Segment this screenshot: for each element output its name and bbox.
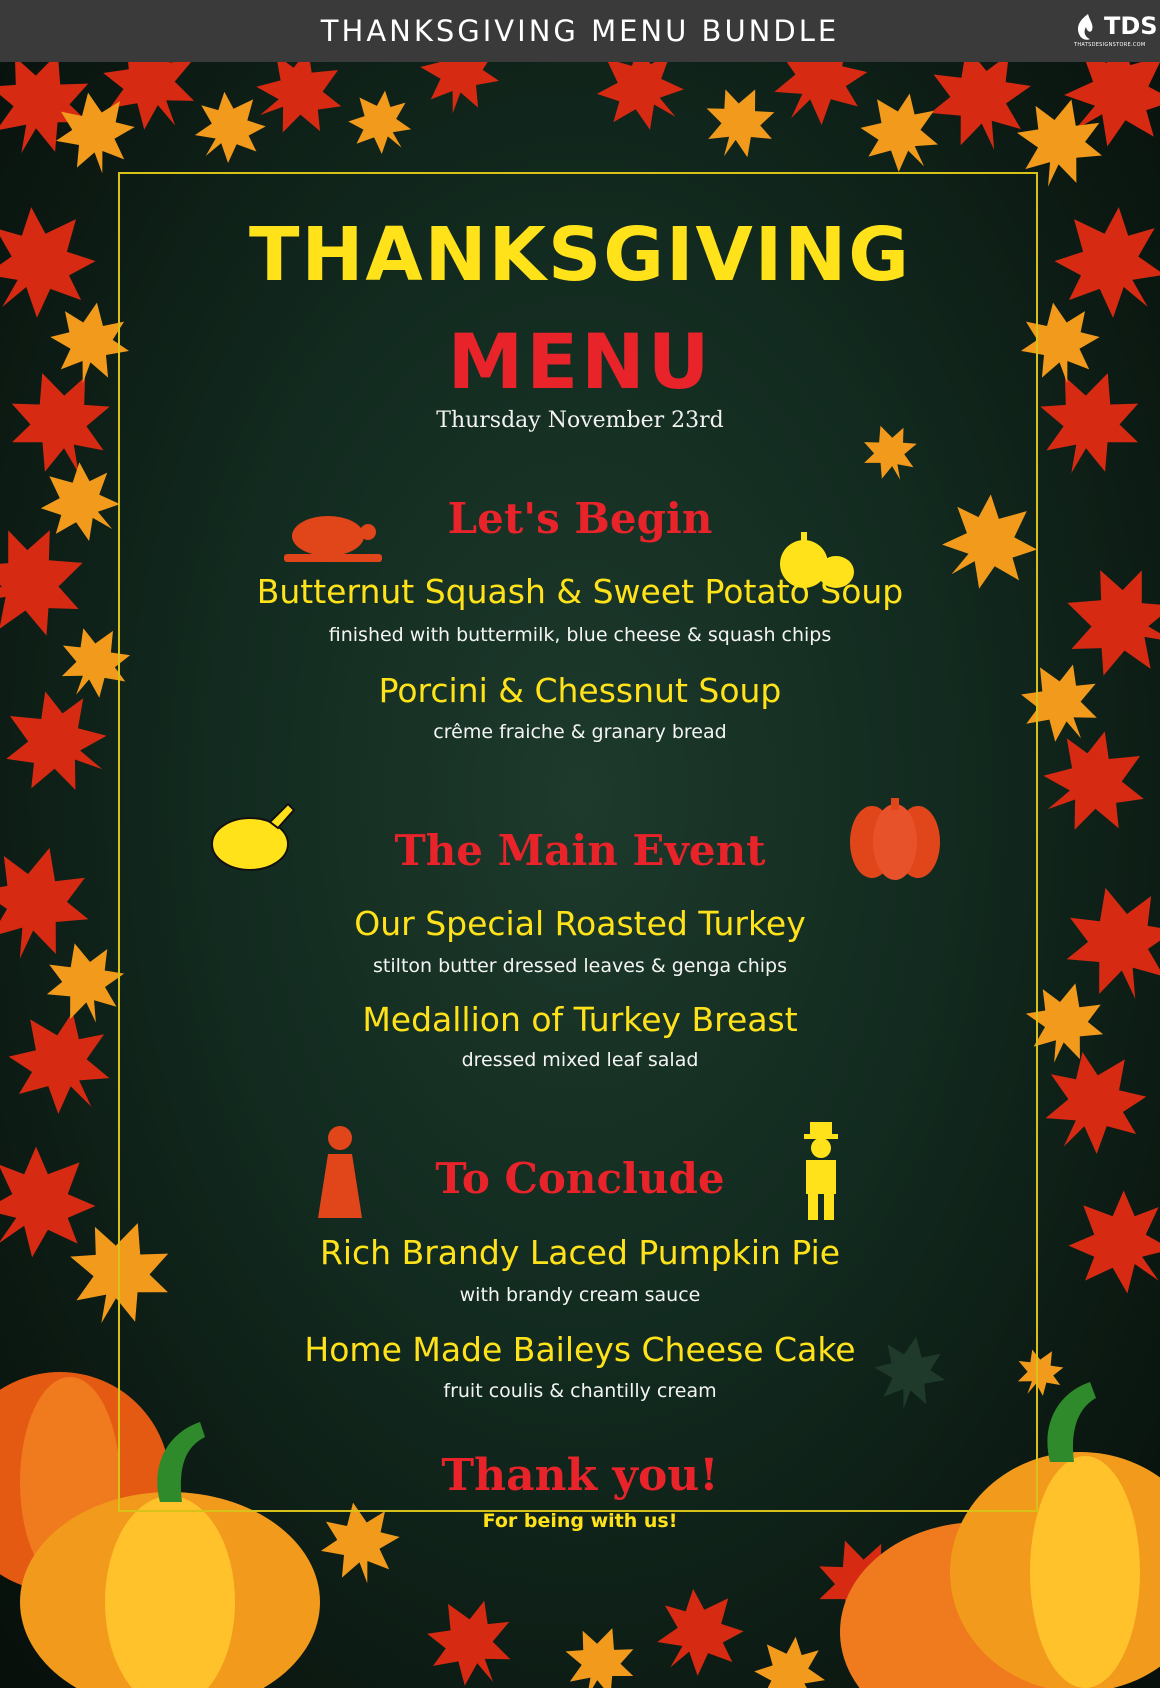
- logo-text: TDS: [1104, 12, 1158, 40]
- title-thanksgiving: THANKSGIVING: [249, 212, 911, 298]
- roast-chicken-icon: [208, 794, 304, 874]
- menu-item-desc: with brandy cream sauce: [459, 1284, 701, 1306]
- roast-turkey-icon: [282, 502, 384, 568]
- header-bar: [0, 0, 1160, 62]
- section-heading-main-event: The Main Event: [394, 826, 766, 875]
- pumpkin-icon: [846, 796, 944, 880]
- menu-poster: [0, 62, 1160, 1688]
- menu-item-name: Butternut Squash & Sweet Potato Soup: [256, 572, 904, 611]
- flame-logo-icon: [1074, 12, 1102, 42]
- menu-date: Thursday November 23rd: [436, 408, 724, 433]
- pilgrim-woman-icon: [316, 1124, 364, 1220]
- section-heading-lets-begin: Let's Begin: [447, 494, 713, 543]
- thank-you-subtext: For being with us!: [482, 1510, 678, 1532]
- section-heading-to-conclude: To Conclude: [435, 1154, 725, 1203]
- menu-item-desc: fruit coulis & chantilly cream: [443, 1380, 717, 1402]
- logo-subtext: THATSDESIGNSTORE.COM: [1074, 42, 1146, 48]
- menu-item-name: Porcini & Chessnut Soup: [378, 671, 782, 710]
- menu-item-desc: finished with buttermilk, blue cheese & squash chips: [328, 624, 832, 646]
- menu-item-name: Rich Brandy Laced Pumpkin Pie: [319, 1233, 841, 1272]
- menu-item-name: Our Special Roasted Turkey: [354, 904, 806, 943]
- menu-item-desc: stilton butter dressed leaves & genga chips: [373, 955, 787, 977]
- menu-item-desc: dressed mixed leaf salad: [461, 1049, 699, 1071]
- pilgrim-man-icon: [796, 1122, 846, 1220]
- title-menu: MENU: [447, 317, 713, 406]
- menu-item-desc: crême fraiche & granary bread: [433, 721, 727, 743]
- thank-you-text: Thank you!: [441, 1450, 719, 1501]
- menu-item-name: Medallion of Turkey Breast: [362, 1000, 798, 1039]
- header-title: THANKSGIVING MENU BUNDLE: [320, 14, 840, 48]
- tds-logo: [1074, 10, 1158, 54]
- menu-item-name: Home Made Baileys Cheese Cake: [304, 1330, 856, 1369]
